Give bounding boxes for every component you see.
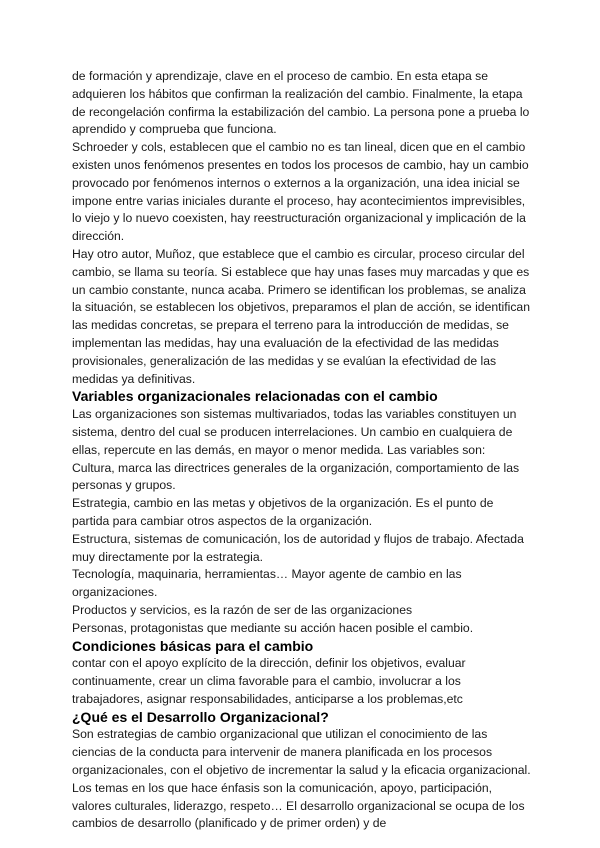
paragraph-variables-intro: Las organizaciones son sistemas multivariados, todas las variables constituyen un sistema, dentro del cual se producen interrelaciones. Un cambio en cualquiera de ellas, repercute en las demás, en mayor o menor medida. Las variables son: — [72, 407, 517, 457]
paragraph-schroeder: Schroeder y cols, establecen que el cambio no es tan lineal, dicen que en el cambio existen unos fenómenos presentes en todos los procesos de cambio, hay un cambio provocado por fenómenos internos o externos a la organización, una idea inicial se impone entre varias iniciales durante el proceso, hay acontecimientos imprevisibles, lo viejo y lo nuevo coexisten, hay reestructuración organizacional y implicación de la dirección. — [72, 140, 529, 244]
heading-condiciones: Condiciones básicas para el cambio — [72, 637, 314, 654]
paragraph-condiciones: contar con el apoyo explícito de la dirección, definir los objetivos, evaluar continuamente, crear un clima favorable para el cambio, involucrar a los trabajadores, asignar responsabilidades, anticiparse a los problemas,etc — [72, 656, 466, 706]
paragraph-cultura: Cultura, marca las directrices generales de la organización, comportamiento de las personas y grupos. — [72, 460, 520, 493]
paragraph-estructura: Estructura, sistemas de comunicación, los de autoridad y flujos de trabajo. Afectada muy directamente por la estrategia. — [72, 531, 524, 564]
paragraph-personas: Personas, protagonistas que mediante su acción hacen posible el cambio. — [72, 620, 474, 635]
paragraph-munoz: Hay otro autor, Muñoz, que establece que el cambio es circular, proceso circular del cambio, se llama su teoría. Si establece que hay unas fases muy marcadas y que es un cambio constante, nunca acaba. Primero se identifican los problemas, se analiza la situación, se establecen los objetivos, preparamos el plan de acción, se identifican las medidas concretas, se prepara el terreno para la introducción de medidas, se implementan las medidas, hay una evaluación de la efectividad de las medidas provisionales, generalización de las medidas y se evalúan la efectividad de las medidas ya definitivas. — [72, 246, 530, 386]
heading-desarrollo-organizacional: ¿Qué es el Desarrollo Organizacional? — [72, 708, 329, 725]
document-page — [72, 68, 534, 833]
heading-variables: Variables organizacionales relacionadas con el cambio — [72, 388, 438, 405]
paragraph-tecnologia: Tecnología, maquinaria, herramientas… Mayor agente de cambio en las organizaciones. — [72, 567, 462, 600]
paragraph-lewin-stages: de formación y aprendizaje, clave en el proceso de cambio. En esta etapa se adquieren los hábitos que confirman la realización del cambio. Finalmente, la etapa de recongelación confirma la estabilización del cambio. La persona pone a prueba lo aprendido y comprueba que funciona. — [72, 69, 530, 137]
paragraph-productos: Productos y servicios, es la razón de ser de las organizaciones — [72, 602, 413, 617]
paragraph-desarrollo-organizacional: Son estrategias de cambio organizacional que utilizan el conocimiento de las ciencias de la conducta para intervenir de manera planificada en los procesos organizacionales, con el objetivo de incrementar la salud y la eficacia organizacional. Los temas en los que hace énfasis son la comunicación, apoyo, participación, valores culturales, liderazgo, respeto… El desarrollo organizacional se ocupa de los cambios de desarrollo (planificado y de primer orden) y de — [72, 727, 531, 831]
paragraph-estrategia: Estrategia, cambio en las metas y objetivos de la organización. Es el punto de partida para cambiar otros aspectos de la organización. — [72, 496, 494, 528]
